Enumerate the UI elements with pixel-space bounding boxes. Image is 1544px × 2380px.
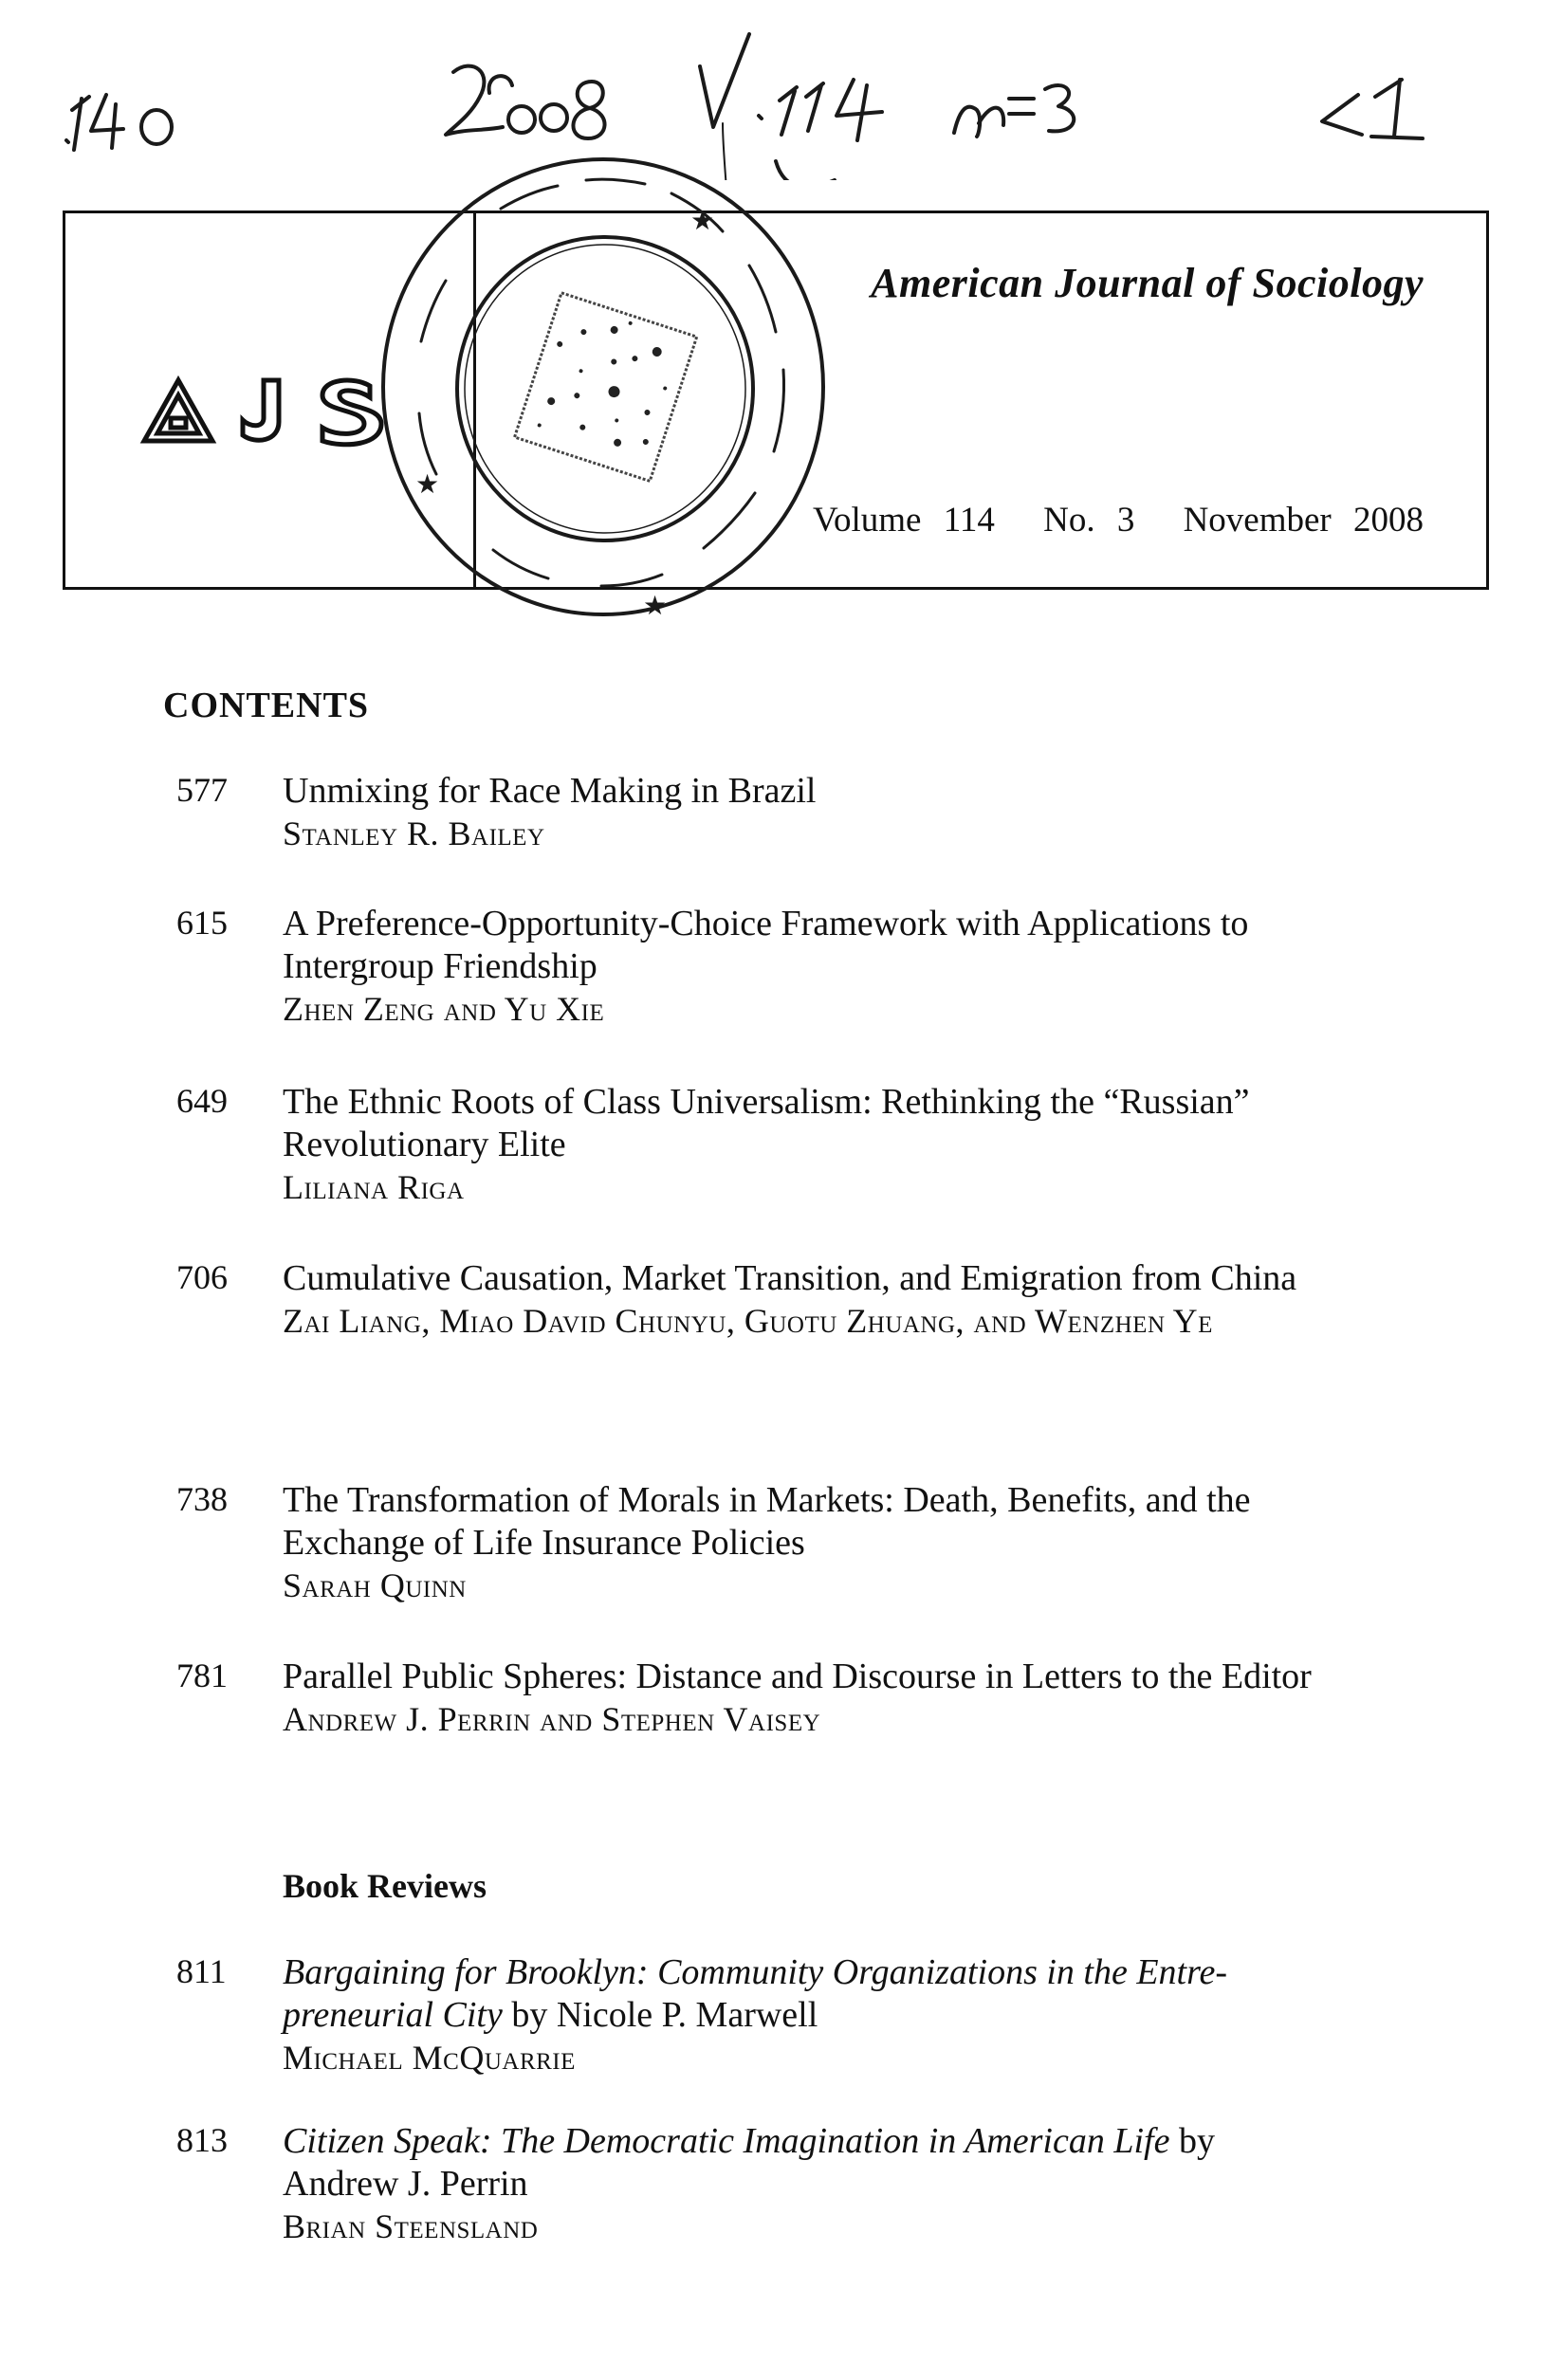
ajs-logo [137, 373, 440, 453]
toc-page-number: 813 [176, 2121, 228, 2159]
number-label: No. 3 [1043, 501, 1135, 540]
toc-page-number: 811 [176, 1952, 227, 1990]
toc-entry-body [283, 2120, 1397, 2248]
journal-header-box [63, 211, 1489, 590]
date-label: November 2008 [1183, 501, 1424, 540]
article-title: The Ethnic Roots of Class Universalism: Rethinking the “Russian” Revolutionary Elite [283, 1082, 1250, 1164]
toc-page-number: 615 [176, 904, 228, 942]
article-author: Andrew J. Perrin and Stephen Vaisey [283, 1700, 821, 1738]
book-title: Citizen Speak: The Democratic Imagination in American Life [283, 2121, 1170, 2161]
svg-text:★: ★ [643, 590, 668, 621]
article-author: Sarah Quinn [283, 1566, 467, 1604]
book-by-word: by [1178, 2121, 1215, 2161]
article-author: Zai Liang, Miao David Chunyu, Guotu Zhuang, and Wenzhen Ye [283, 1302, 1213, 1340]
toc-page-number: 649 [176, 1082, 228, 1120]
book-reviews-heading: Book Reviews [283, 1867, 487, 1905]
article-title: A Preference-Opportunity-Choice Framework with Applications to Intergroup Friendship [283, 904, 1249, 986]
book-review-title-line [283, 1994, 1397, 2037]
journal-title: American Journal of Sociology [871, 260, 1424, 306]
handwritten-annotations [0, 28, 1544, 161]
book-author-credit: by Nicole P. Marwell [511, 1995, 818, 2035]
journal-issue-line [813, 500, 1424, 540]
book-title-part-1: Bargaining for Brooklyn: Community Organizations in the Entre- [283, 1952, 1228, 1992]
toc-page-number: 577 [176, 771, 228, 809]
toc-page-number: 781 [176, 1657, 228, 1694]
header-divider [473, 213, 476, 587]
toc-entry-body [283, 1081, 1397, 1209]
toc-page-number: 738 [176, 1480, 228, 1518]
ajs-logo-icon [137, 373, 440, 449]
article-title: Cumulative Causation, Market Transition, and Emigration from China [283, 1258, 1297, 1298]
toc-entry-body [283, 770, 1397, 855]
article-author: Liliana Riga [283, 1168, 465, 1206]
article-title: Unmixing for Race Making in Brazil [283, 771, 817, 811]
book-reviewer: Brian Steensland [283, 2207, 539, 2245]
book-reviewer: Michael McQuarrie [283, 2039, 576, 2077]
toc-entry-body [283, 1951, 1397, 2079]
contents-heading: CONTENTS [163, 686, 370, 725]
article-title: Parallel Public Spheres: Distance and Discourse in Letters to the Editor [283, 1657, 1312, 1696]
article-author: Zhen Zeng and Yu Xie [283, 990, 605, 1028]
article-title: The Transformation of Morals in Markets: Death, Benefits, and the Exchange of Life Insurance Policies [283, 1480, 1251, 1563]
toc-page-number: 706 [176, 1258, 228, 1296]
svg-text:★: ★ [415, 468, 440, 500]
toc-entry-body [283, 903, 1397, 1031]
book-title-part-2: preneurial City [283, 1995, 503, 2035]
toc-entry-body [283, 1479, 1397, 1607]
svg-text:★: ★ [690, 205, 715, 236]
book-review-title-line [283, 1951, 1397, 1994]
article-author: Stanley R. Bailey [283, 815, 545, 852]
volume-label: Volume 114 [813, 501, 995, 540]
book-review-title-line [283, 2120, 1397, 2163]
handwriting-ink [0, 28, 1544, 180]
toc-entry-body [283, 1656, 1397, 1741]
book-author: Andrew J. Perrin [283, 2164, 528, 2204]
toc-entry-body [283, 1257, 1397, 1343]
